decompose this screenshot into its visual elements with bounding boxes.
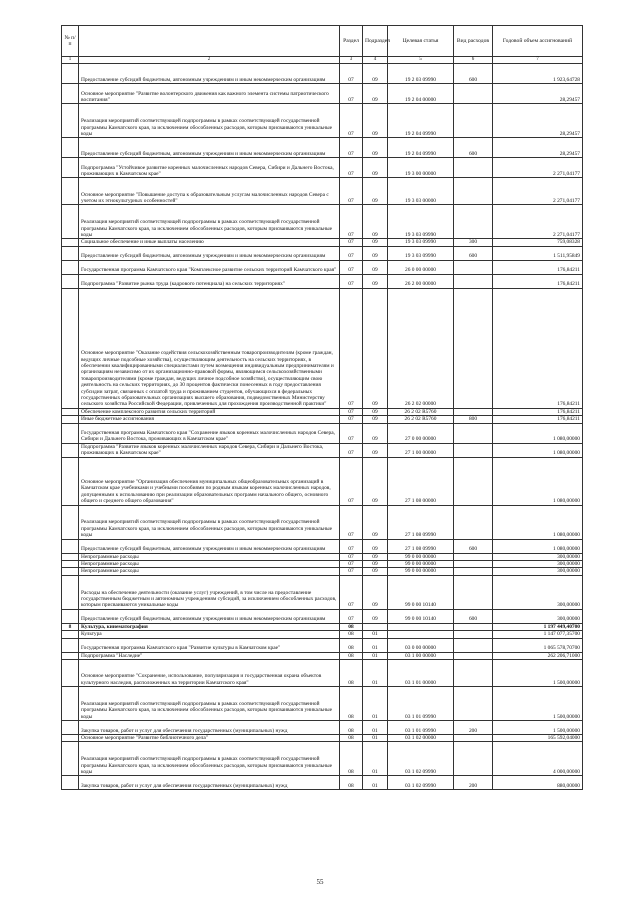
table-row: [62, 638, 583, 652]
row-podrazdel: 01: [363, 735, 388, 742]
index-cell: 6: [454, 57, 493, 64]
row-amount: 1 080,00000: [493, 443, 583, 457]
row-amount: 1 500,00000: [493, 687, 583, 721]
row-article: 03 1 01 09990: [388, 687, 454, 721]
row-podrazdel: 09: [363, 568, 388, 575]
row-number: [62, 575, 79, 609]
row-amount: 1 080,00000: [493, 423, 583, 443]
row-name: Реализация мероприятий соответствующей подпрограммы в рамках соответствующей государственной программы Камчатского края, за исключением обособленных расходов, которым присваиваются уникальные коды: [79, 687, 340, 721]
row-number: [62, 239, 79, 246]
row-expense-type: [454, 260, 493, 274]
row-podrazdel: 01: [363, 638, 388, 652]
row-article: 27 1 08 09990: [388, 505, 454, 539]
row-name: Непрограммные расходы: [79, 553, 340, 560]
row-amount: 1 080,00000: [493, 457, 583, 505]
row-article: 27 0 00 00000: [388, 423, 454, 443]
header-amount: Годовой объем ассигнований: [493, 26, 583, 57]
row-razdel: 08: [340, 742, 363, 776]
table-row: [62, 721, 583, 735]
row-article: 19 2 03 09990: [388, 64, 454, 84]
row-name: Подпрограмма "Развитие рынка труда (кадрового потенциала) на сельских территориях": [79, 274, 340, 288]
row-name: Культура, кинематография: [79, 623, 340, 630]
row-number: [62, 205, 79, 239]
row-razdel: 07: [340, 64, 363, 84]
row-amount: 1 923,64728: [493, 64, 583, 84]
row-amount: 1 500,00000: [493, 660, 583, 687]
row-amount: 176,84211: [493, 260, 583, 274]
row-name: Предоставление субсидий бюджетным, автономным учреждениям и иным некоммерческим организациям: [79, 246, 340, 260]
row-expense-type: [454, 575, 493, 609]
row-razdel: 08: [340, 660, 363, 687]
row-podrazdel: 09: [363, 260, 388, 274]
row-expense-type: [454, 561, 493, 568]
row-razdel: 08: [340, 721, 363, 735]
row-number: [62, 568, 79, 575]
row-name: Закупка товаров, работ и услуг для обеспечения государственных (муниципальных) нужд: [79, 776, 340, 790]
row-expense-type: [454, 687, 493, 721]
row-amount: 300,00000: [493, 553, 583, 560]
row-razdel: 07: [340, 178, 363, 205]
table-row: [62, 505, 583, 539]
row-amount: 300,00000: [493, 568, 583, 575]
row-number: [62, 553, 79, 560]
row-amount: 1 147 077,35700: [493, 631, 583, 638]
row-article: 03 1 00 00000: [388, 652, 454, 659]
row-podrazdel: 09: [363, 561, 388, 568]
table-row: [62, 260, 583, 274]
row-name: Непрограммные расходы: [79, 561, 340, 568]
row-razdel: 07: [340, 553, 363, 560]
row-article: 19 2 04 09990: [388, 138, 454, 158]
header-article: Целевая статья: [388, 26, 454, 57]
row-expense-type: [454, 443, 493, 457]
row-name: Расходы на обеспечение деятельности (оказание услуг) учреждений, в том числе на предоставление государственным бюджетным и автономным учреждениям субсидий, за исключением обособленных расходов, которым присваиваются уникальные коды: [79, 575, 340, 609]
row-razdel: 07: [340, 505, 363, 539]
table-row: [62, 660, 583, 687]
row-amount: 262 206,71000: [493, 652, 583, 659]
row-razdel: 07: [340, 408, 363, 415]
row-podrazdel: 09: [363, 104, 388, 138]
row-name: Основное мероприятие "Развитие волонтерского движения как важного элемента системы патриотического воспитания": [79, 84, 340, 104]
row-podrazdel: 01: [363, 652, 388, 659]
row-podrazdel: 09: [363, 239, 388, 246]
table-row: [62, 239, 583, 246]
row-podrazdel: 01: [363, 742, 388, 776]
row-name: Основное мероприятие "Сохранение, использование, популяризация и государственная охрана объектов культурного наследия, расположенных на территории Камчатского края": [79, 660, 340, 687]
row-podrazdel: 01: [363, 660, 388, 687]
row-podrazdel: [363, 623, 388, 630]
row-article: 19 2 04 09990: [388, 104, 454, 138]
row-podrazdel: 09: [363, 609, 388, 623]
row-razdel: 07: [340, 539, 363, 553]
row-expense-type: [454, 638, 493, 652]
table-row: [62, 631, 583, 638]
row-amount: 165 592,04000: [493, 735, 583, 742]
row-article: 27 1 08 00000: [388, 457, 454, 505]
row-number: 8: [62, 623, 79, 630]
row-expense-type: [454, 84, 493, 104]
row-article: 19 3 03 09990: [388, 246, 454, 260]
row-amount: 28,29457: [493, 84, 583, 104]
row-number: [62, 638, 79, 652]
row-article: 03 0 00 00000: [388, 638, 454, 652]
table-row: [62, 205, 583, 239]
row-name: Непрограммные расходы: [79, 568, 340, 575]
row-expense-type: [454, 205, 493, 239]
row-podrazdel: 09: [363, 408, 388, 415]
row-amount: 176,84211: [493, 408, 583, 415]
row-razdel: 07: [340, 443, 363, 457]
row-article: [388, 631, 454, 638]
row-article: 19 2 04 00000: [388, 84, 454, 104]
row-amount: 4 000,00000: [493, 742, 583, 776]
table-row: [62, 246, 583, 260]
row-number: [62, 408, 79, 415]
row-article: 26 2 02 00000: [388, 288, 454, 408]
row-amount: 176,84211: [493, 274, 583, 288]
row-number: [62, 260, 79, 274]
row-name: Закупка товаров, работ и услуг для обеспечения государственных (муниципальных) нужд: [79, 721, 340, 735]
row-article: 19 3 03 00000: [388, 178, 454, 205]
row-article: 03 1 02 09990: [388, 742, 454, 776]
row-name: Подпрограмма "Развитие языков коренных малочисленных народов Севера, Сибири и Дальнего Востока, проживающих в Камчатском крае": [79, 443, 340, 457]
row-expense-type: [454, 158, 493, 178]
row-razdel: 07: [340, 260, 363, 274]
row-number: [62, 178, 79, 205]
row-razdel: 07: [340, 457, 363, 505]
row-razdel: 08: [340, 638, 363, 652]
row-number: [62, 84, 79, 104]
row-expense-type: 600: [454, 138, 493, 158]
row-number: [62, 735, 79, 742]
row-podrazdel: 09: [363, 138, 388, 158]
row-number: [62, 64, 79, 84]
row-name: Государственная программа Камчатского края "Развитие культуры в Камчатском крае": [79, 638, 340, 652]
row-razdel: 08: [340, 631, 363, 638]
row-name: Основное мероприятие "Оказание содействия сельскохозяйственным товаропроизводителям (кроме граждан, ведущих личные подсобные хозяйства), осуществляющим деятельность на сельских территориях, в обеспечении квалифицированными специалистами путем возмещения индивидуальным предпринимателям и организациям независимо от их организационно-правовой формы, являющимся сельскохозяйственными товаропроизводителями (кроме граждан, ведущих личное подсобное хозяйство), осуществляющим свою деятельность на сельских территориях, до 30 процентов фактически понесенных в году предоставления субсидии затрат, связанных с оплатой труда и проживанием студентов, обучающихся в федеральных государственных образовательных организациях высшего образования, подведомственных Министерству сельского хозяйства Российской Федерации, привлеченных для прохождения производственной практики": [79, 288, 340, 408]
budget-sheet: [61, 25, 582, 790]
table-row: [62, 288, 583, 408]
row-amount: 1 065 578,70700: [493, 638, 583, 652]
row-article: 26 2 00 00000: [388, 274, 454, 288]
header-name: [79, 26, 340, 57]
row-number: [62, 416, 79, 423]
row-podrazdel: 09: [363, 416, 388, 423]
page-number: 55: [316, 878, 324, 886]
row-number: [62, 423, 79, 443]
table-row: [62, 138, 583, 158]
row-name: Культура: [79, 631, 340, 638]
row-article: 19 3 03 09990: [388, 205, 454, 239]
row-article: 03 1 01 00000: [388, 660, 454, 687]
row-amount: 176,84211: [493, 416, 583, 423]
row-podrazdel: 09: [363, 274, 388, 288]
row-article: 27 1 00 00000: [388, 443, 454, 457]
header-no: № п/п: [62, 26, 79, 57]
row-podrazdel: 09: [363, 288, 388, 408]
row-expense-type: [454, 631, 493, 638]
row-podrazdel: 09: [363, 539, 388, 553]
table-row: [62, 104, 583, 138]
row-expense-type: [454, 505, 493, 539]
row-article: [388, 623, 454, 630]
row-number: [62, 138, 79, 158]
table-row: [62, 443, 583, 457]
row-expense-type: [454, 623, 493, 630]
table-row: [62, 158, 583, 178]
row-razdel: 07: [340, 568, 363, 575]
row-article: 19 3 03 09990: [388, 239, 454, 246]
row-podrazdel: 01: [363, 687, 388, 721]
row-name: Реализация мероприятий соответствующей подпрограммы в рамках соответствующей государственной программы Камчатского края, за исключением обособленных расходов, которым присваиваются уникальные коды: [79, 742, 340, 776]
table-row: [62, 423, 583, 443]
row-podrazdel: 01: [363, 776, 388, 790]
header-expense-type: Вид расходов: [454, 26, 493, 57]
row-razdel: 08: [340, 687, 363, 721]
row-name: Государственная программа Камчатского края "Сохранение языков коренных малочисленных народов Севера, Сибири и Дальнего Востока, проживающих в Камчатском крае": [79, 423, 340, 443]
row-amount: 28,29457: [493, 138, 583, 158]
row-number: [62, 776, 79, 790]
row-amount: 1 511,95849: [493, 246, 583, 260]
row-podrazdel: 09: [363, 553, 388, 560]
row-amount: 300,00000: [493, 575, 583, 609]
row-expense-type: 600: [454, 64, 493, 84]
row-number: [62, 561, 79, 568]
header-podrazdel: Подраздел: [363, 26, 388, 57]
table-header-row: [62, 26, 583, 57]
row-number: [62, 631, 79, 638]
row-expense-type: [454, 568, 493, 575]
row-article: 99 0 00 00000: [388, 553, 454, 560]
row-podrazdel: 09: [363, 84, 388, 104]
row-expense-type: 200: [454, 721, 493, 735]
row-amount: 300,00000: [493, 561, 583, 568]
table-body: [62, 64, 583, 790]
row-podrazdel: 09: [363, 178, 388, 205]
row-razdel: 07: [340, 84, 363, 104]
row-razdel: 07: [340, 246, 363, 260]
row-expense-type: [454, 553, 493, 560]
row-number: [62, 660, 79, 687]
row-expense-type: 600: [454, 609, 493, 623]
table-row: [62, 687, 583, 721]
row-razdel: 07: [340, 158, 363, 178]
row-article: 27 1 08 09990: [388, 539, 454, 553]
row-amount: 2 271,04177: [493, 178, 583, 205]
row-name: Предоставление субсидий бюджетным, автономным учреждениям и иным некоммерческим организациям: [79, 138, 340, 158]
row-razdel: 07: [340, 416, 363, 423]
row-expense-type: [454, 104, 493, 138]
row-razdel: 07: [340, 104, 363, 138]
row-article: 03 1 01 09990: [388, 721, 454, 735]
row-razdel: 07: [340, 288, 363, 408]
row-amount: 1 500,00000: [493, 721, 583, 735]
index-cell: 5: [388, 57, 454, 64]
index-cell: 4: [363, 57, 388, 64]
row-expense-type: [454, 652, 493, 659]
row-amount: 2 271,04177: [493, 205, 583, 239]
row-expense-type: [454, 274, 493, 288]
row-number: [62, 457, 79, 505]
table-row: [62, 64, 583, 84]
row-name: Подпрограмма "Устойчивое развитие коренных малочисленных народов Севера, Сибири и Дальнего Востока, проживающих в Камчатском крае": [79, 158, 340, 178]
table-row: [62, 735, 583, 742]
row-razdel: 07: [340, 575, 363, 609]
row-expense-type: 600: [454, 246, 493, 260]
index-cell: 3: [340, 57, 363, 64]
row-expense-type: [454, 735, 493, 742]
row-podrazdel: 09: [363, 505, 388, 539]
header-razdel: Раздел: [340, 26, 363, 57]
row-expense-type: 200: [454, 776, 493, 790]
table-row: [62, 457, 583, 505]
row-podrazdel: 01: [363, 721, 388, 735]
row-name: Предоставление субсидий бюджетным, автономным учреждениям и иным некоммерческим организациям: [79, 64, 340, 84]
row-number: [62, 721, 79, 735]
row-amount: 28,29457: [493, 104, 583, 138]
row-podrazdel: 09: [363, 443, 388, 457]
row-name: Предоставление субсидий бюджетным, автономным учреждениям и иным некоммерческим организациям: [79, 539, 340, 553]
row-podrazdel: 09: [363, 205, 388, 239]
table-row: [62, 609, 583, 623]
row-podrazdel: 09: [363, 457, 388, 505]
row-name: Основное мероприятие "Повышение доступа к образовательным услугам малочисленных народов Севера с учетом их этнокультурных особенностей": [79, 178, 340, 205]
row-article: 99 0 00 00000: [388, 561, 454, 568]
row-podrazdel: 09: [363, 423, 388, 443]
row-expense-type: [454, 423, 493, 443]
row-podrazdel: 09: [363, 158, 388, 178]
row-number: [62, 158, 79, 178]
table-row: [62, 652, 583, 659]
row-expense-type: [454, 742, 493, 776]
row-podrazdel: 09: [363, 246, 388, 260]
table-row: [62, 408, 583, 415]
row-name: Подпрограмма "Наследие": [79, 652, 340, 659]
row-razdel: 08: [340, 735, 363, 742]
table-row: [62, 178, 583, 205]
row-razdel: 08: [340, 623, 363, 630]
row-podrazdel: 01: [363, 631, 388, 638]
row-name: Реализация мероприятий соответствующей подпрограммы в рамках соответствующей государственной программы Камчатского края, за исключением обособленных расходов, которым присваиваются уникальные коды: [79, 104, 340, 138]
table-row: [62, 561, 583, 568]
row-razdel: 08: [340, 652, 363, 659]
row-podrazdel: 09: [363, 64, 388, 84]
table-row: [62, 623, 583, 630]
row-amount: 300,00000: [493, 609, 583, 623]
row-razdel: 07: [340, 138, 363, 158]
row-expense-type: [454, 660, 493, 687]
row-number: [62, 539, 79, 553]
table-row: [62, 742, 583, 776]
row-expense-type: 600: [454, 539, 493, 553]
row-name: Реализация мероприятий соответствующей подпрограммы в рамках соответствующей государственной программы Камчатского края, за исключением обособленных расходов, которым присваиваются уникальные коды: [79, 505, 340, 539]
index-cell: 1: [62, 57, 79, 64]
row-number: [62, 652, 79, 659]
row-article: 99 0 00 10140: [388, 575, 454, 609]
row-article: 99 0 00 10140: [388, 609, 454, 623]
row-expense-type: [454, 288, 493, 408]
budget-table: [61, 25, 583, 790]
row-amount: 759,08328: [493, 239, 583, 246]
table-row: [62, 568, 583, 575]
index-cell: 2: [79, 57, 340, 64]
row-number: [62, 443, 79, 457]
row-name: Основное мероприятие "Развитие библиотечного дела": [79, 735, 340, 742]
row-expense-type: [454, 178, 493, 205]
table-row: [62, 553, 583, 560]
row-number: [62, 274, 79, 288]
row-amount: 176,84211: [493, 288, 583, 408]
row-article: 26 2 02 R5760: [388, 416, 454, 423]
row-number: [62, 742, 79, 776]
row-amount: 2 271,04177: [493, 158, 583, 178]
row-amount: 1 080,00000: [493, 505, 583, 539]
row-name: Обеспечение комплексного развития сельских территорий: [79, 408, 340, 415]
row-article: 26 0 00 00000: [388, 260, 454, 274]
table-row: [62, 84, 583, 104]
row-expense-type: [454, 408, 493, 415]
row-amount: 1 080,00000: [493, 539, 583, 553]
row-razdel: 07: [340, 205, 363, 239]
row-name: Предоставление субсидий бюджетным, автономным учреждениям и иным некоммерческим организациям: [79, 609, 340, 623]
column-index-row: [62, 57, 583, 64]
row-amount: 880,00000: [493, 776, 583, 790]
table-row: [62, 274, 583, 288]
table-row: [62, 416, 583, 423]
row-number: [62, 104, 79, 138]
row-expense-type: [454, 457, 493, 505]
row-expense-type: 300: [454, 239, 493, 246]
row-expense-type: 800: [454, 416, 493, 423]
row-razdel: 08: [340, 776, 363, 790]
row-number: [62, 246, 79, 260]
table-row: [62, 575, 583, 609]
row-number: [62, 288, 79, 408]
row-number: [62, 505, 79, 539]
index-cell: 7: [493, 57, 583, 64]
row-name: Основное мероприятие "Организация обеспечения муниципальных общеобразовательных организаций в Камчатском крае учебниками и учебными пособиями по родным языкам коренных малочисленных народов, допущенными к использованию при реализации образовательных программ начального общего, основного общего и среднего общего образования": [79, 457, 340, 505]
row-name: Иные бюджетные ассигнования: [79, 416, 340, 423]
table-row: [62, 776, 583, 790]
row-razdel: 07: [340, 423, 363, 443]
row-amount: 1 197 449,40700: [493, 623, 583, 630]
row-number: [62, 609, 79, 623]
row-razdel: 07: [340, 561, 363, 568]
table-row: [62, 539, 583, 553]
row-name: Государственная программа Камчатского края "Комплексное развитие сельских территорий Камчатского края": [79, 260, 340, 274]
row-article: 03 1 02 09990: [388, 776, 454, 790]
row-podrazdel: 09: [363, 575, 388, 609]
row-razdel: 07: [340, 239, 363, 246]
row-name: Социальное обеспечение и иные выплаты населению: [79, 239, 340, 246]
row-article: 99 0 00 00000: [388, 568, 454, 575]
row-razdel: 07: [340, 274, 363, 288]
row-article: 19 3 00 00000: [388, 158, 454, 178]
row-article: 03 1 02 00000: [388, 735, 454, 742]
row-name: Реализация мероприятий соответствующей подпрограммы в рамках соответствующей государственной программы Камчатского края, за исключением обособленных расходов, которым присваиваются уникальные коды: [79, 205, 340, 239]
row-article: 26 2 02 R5760: [388, 408, 454, 415]
row-number: [62, 687, 79, 721]
row-razdel: 07: [340, 609, 363, 623]
